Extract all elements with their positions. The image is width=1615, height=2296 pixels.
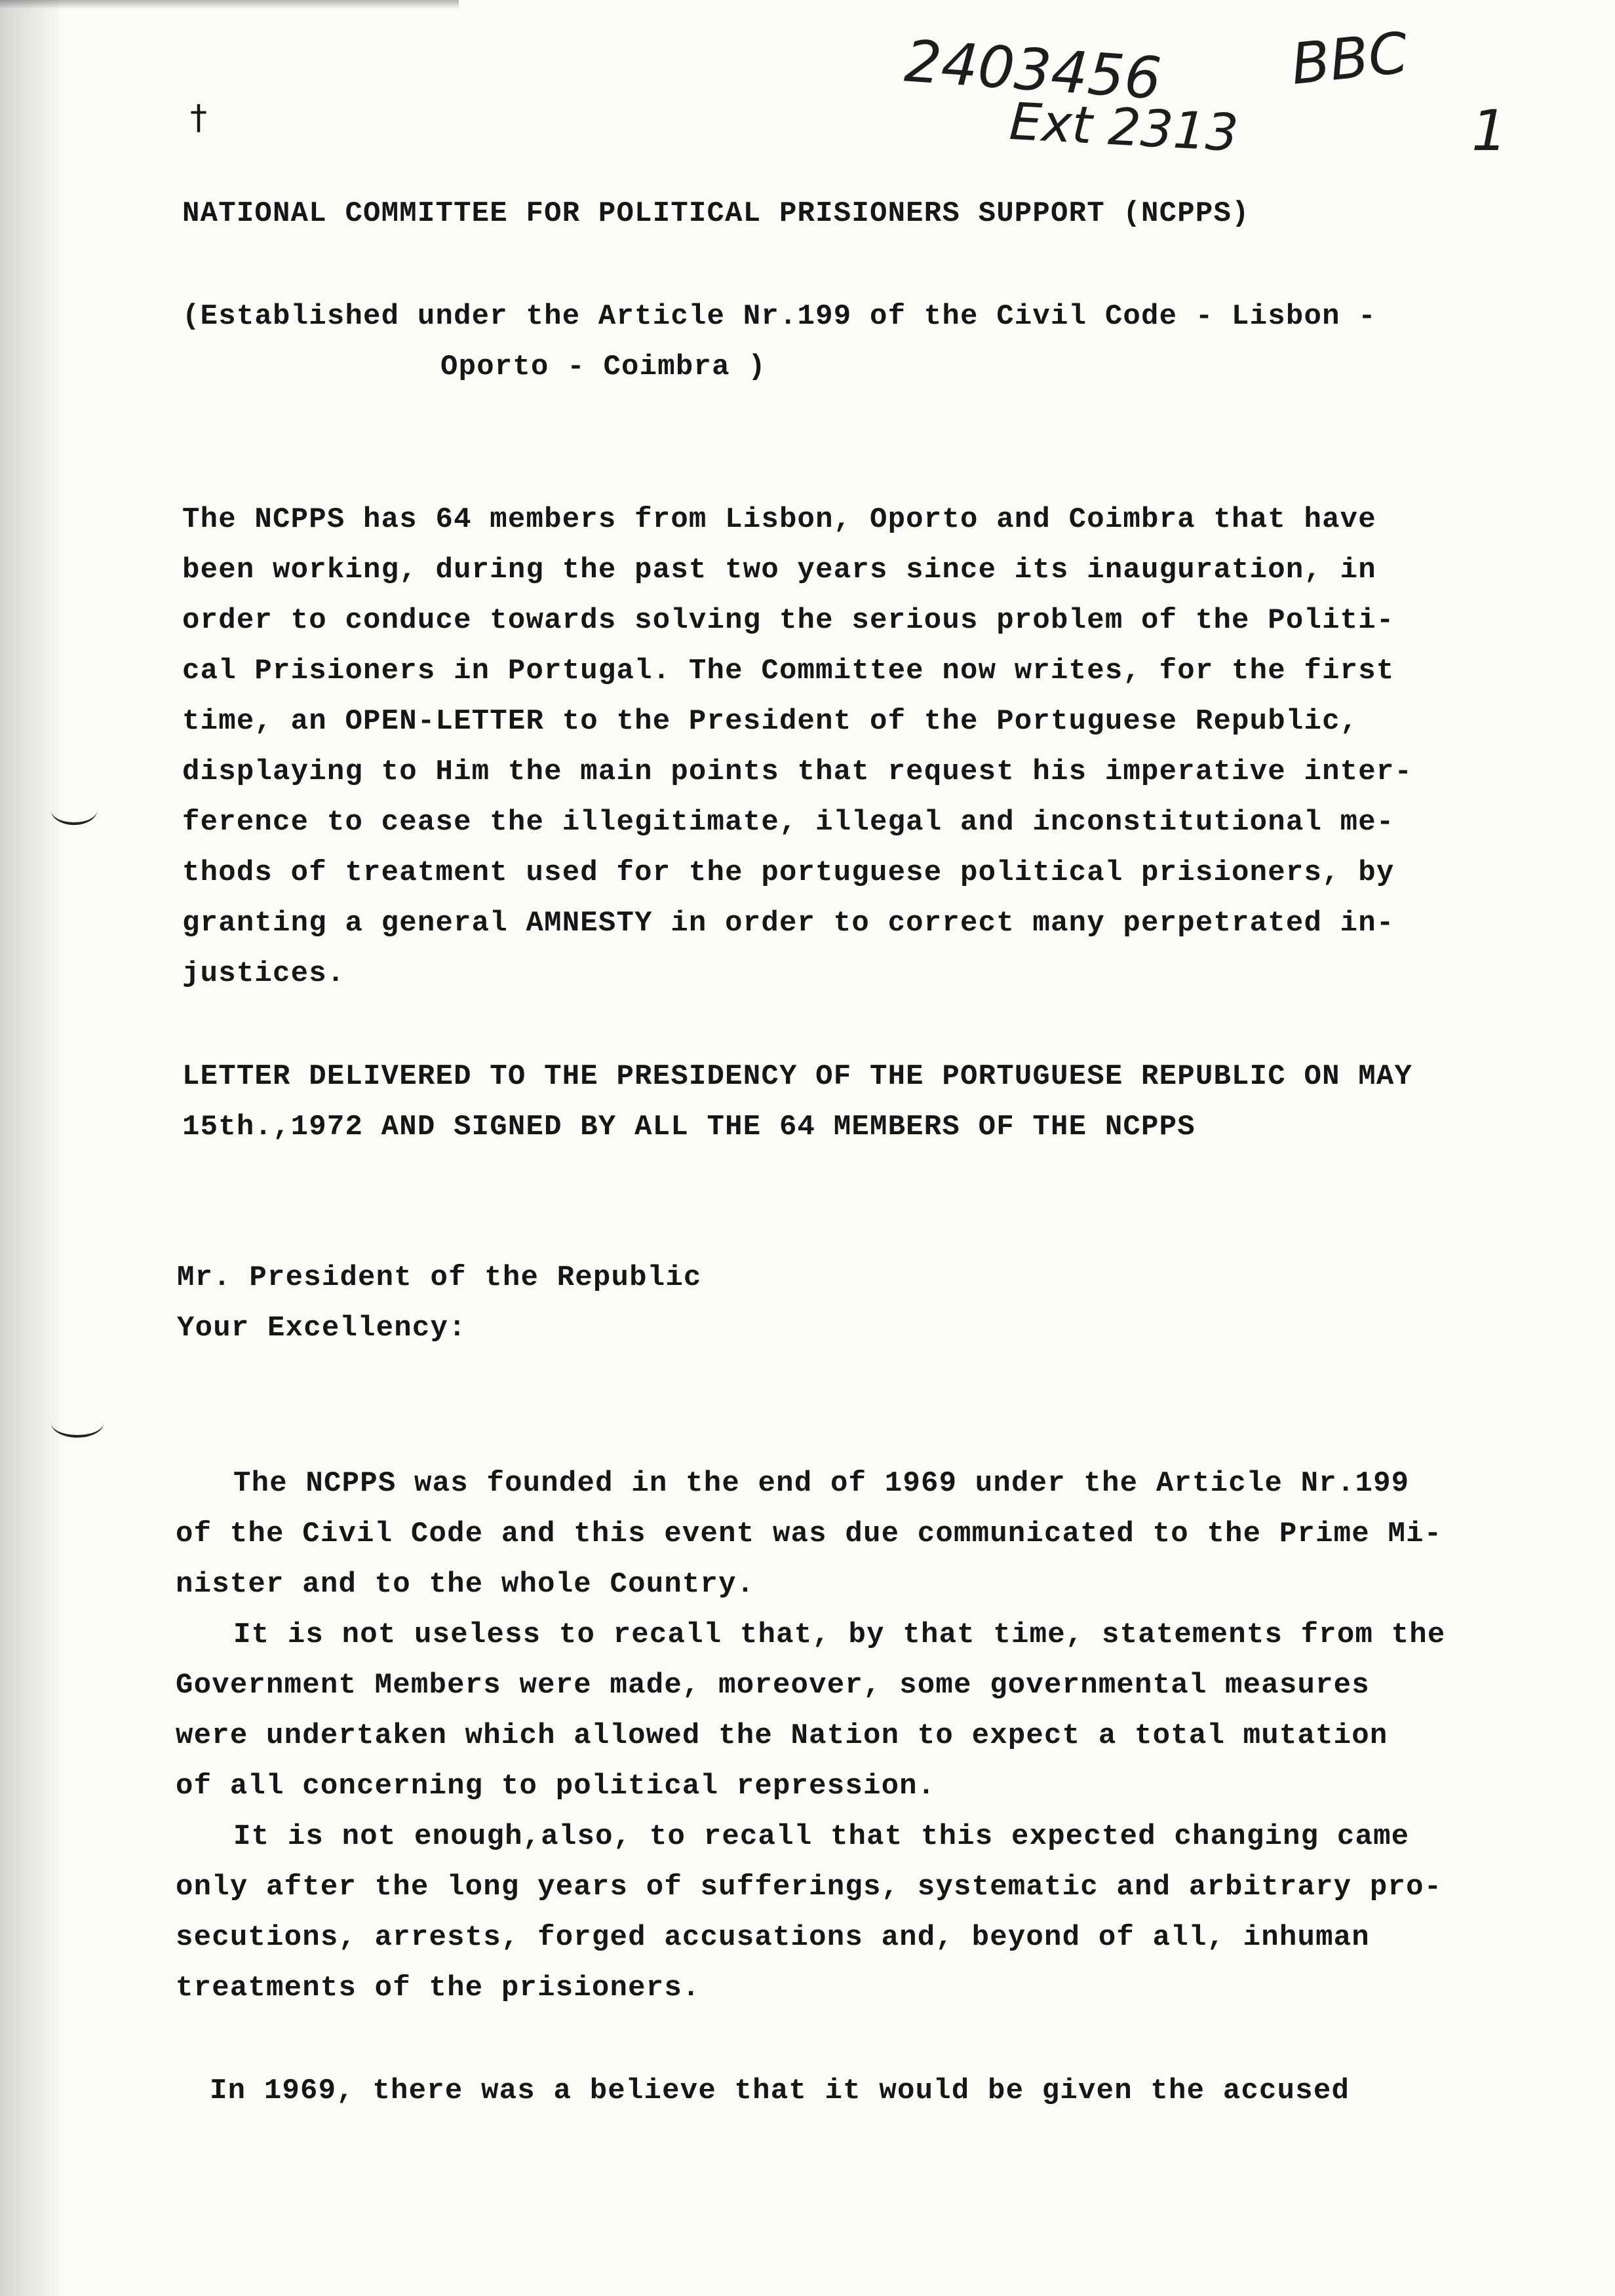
body-line: It is not useless to recall that, by that time, statements from the: [233, 1618, 1446, 1651]
body-line: secutions, arrests, forged accusations and, beyond of all, inhuman: [176, 1921, 1370, 1954]
intro-line: granting a general AMNESTY in order to correct many perpetrated in-: [182, 907, 1395, 940]
handwritten-page-number: 1: [1471, 98, 1508, 164]
scan-left-edge-shadow: [0, 0, 59, 2296]
intro-line: The NCPPS has 64 members from Lisbon, Oporto and Coimbra that have: [182, 503, 1376, 536]
intro-line: justices.: [182, 957, 345, 990]
delivery-notice-line: LETTER DELIVERED TO THE PRESIDENCY OF THE PORTUGUESE REPUBLIC ON MAY: [182, 1060, 1413, 1093]
document-title: NATIONAL COMMITTEE FOR POLITICAL PRISIONERS SUPPORT (NCPPS): [182, 197, 1250, 230]
body-line: nister and to the whole Country.: [176, 1568, 755, 1601]
intro-line: time, an OPEN-LETTER to the President of the Portuguese Republic,: [182, 705, 1359, 738]
margin-pen-mark: [51, 1409, 104, 1438]
body-line: The NCPPS was founded in the end of 1969 under the Article Nr.199: [233, 1467, 1410, 1500]
salutation-line-1: Mr. President of the Republic: [177, 1261, 702, 1294]
intro-line: thods of treatment used for the portuguese political prisioners, by: [182, 856, 1395, 889]
handwritten-organisation: BBC: [1288, 20, 1411, 98]
document-subtitle-line-2: Oporto - Coimbra ): [440, 351, 766, 383]
body-line: were undertaken which allowed the Nation to expect a total mutation: [176, 1719, 1388, 1752]
delivery-notice-line: 15th.,1972 AND SIGNED BY ALL THE 64 MEMBERS OF THE NCPPS: [182, 1111, 1196, 1143]
body-line: Government Members were made, moreover, some governmental measures: [176, 1669, 1370, 1702]
margin-pen-mark: [51, 796, 97, 825]
body-line: It is not enough,also, to recall that this expected changing came: [233, 1820, 1410, 1853]
scan-top-edge-shadow: [0, 0, 459, 9]
intro-line: ference to cease the illegitimate, illegal and inconstitutional me-: [182, 806, 1395, 839]
handwritten-extension: Ext 2313: [1007, 92, 1240, 164]
body-line: In 1969, there was a believe that it would be given the accused: [210, 2075, 1350, 2107]
punch-mark-icon: †: [190, 98, 207, 138]
body-line: treatments of the prisioners.: [176, 1972, 701, 2004]
intro-line: displaying to Him the main points that request his imperative inter-: [182, 756, 1413, 788]
intro-line: been working, during the past two years since its inauguration, in: [182, 554, 1376, 586]
body-line: only after the long years of sufferings, systematic and arbitrary pro-: [176, 1871, 1443, 1904]
body-line: of the Civil Code and this event was due communicated to the Prime Mi-: [176, 1518, 1443, 1550]
handwritten-reference-number: 2403456: [902, 27, 1164, 113]
salutation-line-2: Your Excellency:: [177, 1312, 467, 1345]
body-line: of all concerning to political repression.: [176, 1770, 936, 1803]
intro-line: order to conduce towards solving the serious problem of the Politi-: [182, 604, 1395, 637]
intro-line: cal Prisioners in Portugal. The Committee now writes, for the first: [182, 655, 1395, 687]
document-subtitle-line-1: (Established under the Article Nr.199 of the Civil Code - Lisbon -: [182, 300, 1376, 333]
